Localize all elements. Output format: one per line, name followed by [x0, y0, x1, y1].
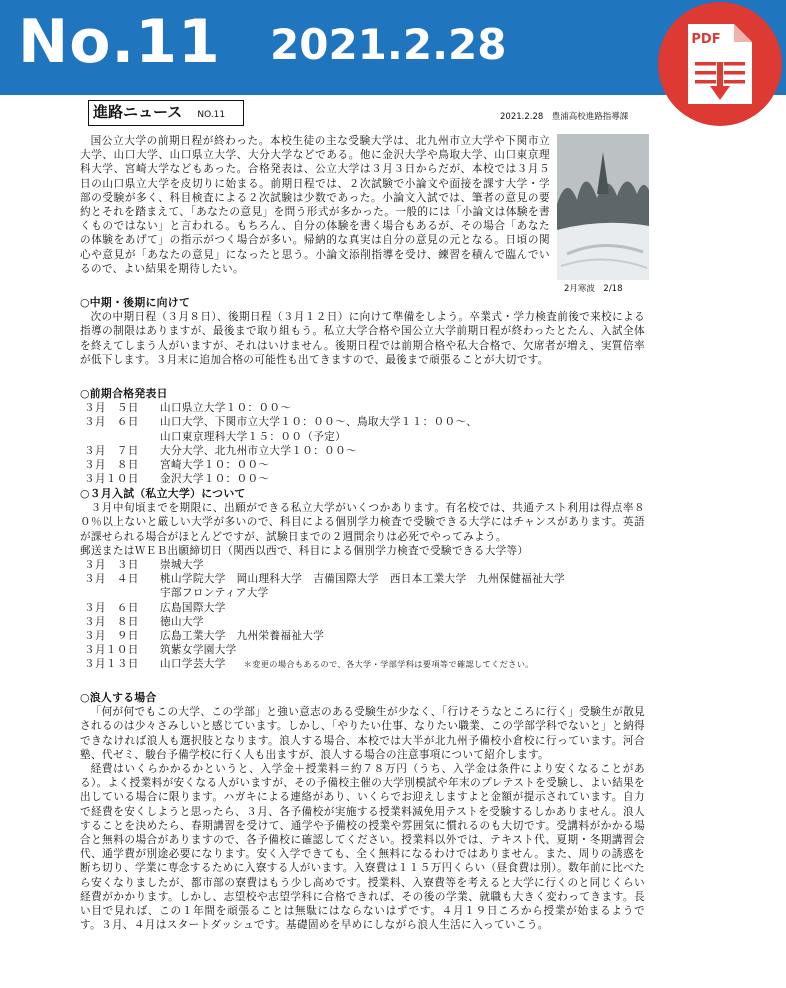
schedule-row: 山口東京理科大学１５：００（予定）	[160, 430, 347, 443]
issue-number: No.11	[18, 7, 221, 77]
section-body: 経費はいくらかかるかというと、入学金＋授業料＝約７８万円（うち、入学金は条件により安くなることがある）。よく授業料が安くなる人がいますが、その予備校主催の大学別模試や年末のプレテストを受験し、よい結果を出している場合に限ります。ハガキによる連絡があり、いくらでお迎えしますよと金額が提示されています。自力で経費を安くしようと思ったら、３月、各予備校が実施する授業料減免用テストを受験するしかありません。浪人することを決めたら、春期講習を受けて、通学や予備校の授業や雰囲気に慣れるのも大切です。受講料がかかる場合と無料の場合がありますので、各予備校に確認してください。授業料以外では、テキスト代、夏期・冬期講習会代、通学費が別途必要になります。安く入学できても、全く無料になるわけではありません。また、周りの誘惑を断ち切り、学業に専念するために入寮する人がいます。入寮費は１１５万円くらい（昼食費は別）。数年前に比べたら安くなりましたが、都市部の寮費はもう少し高めです。授業料、入寮費等を考えると大学に行くのと同じくらい経費がかかります。しかし、志望校や志望学科に合格できれば、その後の学業、就職も大きく変わってきます。長い目で見れば、この１年間を頑張ることは無駄にはならないはずです。４月１９日ころから授業が始まるようです。３月、４月はスタートダッシュです。基礎固めを早めにしながら浪人生活に入っていこう。	[80, 763, 645, 932]
schedule-row: ３月 ６日 広島国際大学	[84, 601, 226, 614]
schedule-row: ３月 ８日 徳山大学	[84, 615, 204, 628]
schedule-row: 宇部フロンティア大学	[160, 587, 269, 600]
section-body: ３月中旬頃までを期限に、出願ができる私立大学がいくつかあります。有名校では、共通テスト利用は得点率８０％以上ないと厳しい大学が多いので、科目による個別学力検査で受験できる大学にはチャンスがあります。英語が課せられる場合がほとんどですが、試験日までの２週間余りは必死でやってみよう。	[80, 502, 645, 543]
section-body: 「何が何でもこの大学、この学部」と強い意志のある受験生が少なく、「行けそうなところに行く」受験生が散見されるのは少々さみしいと感じています。しかし、「やりたい仕事、なりたい職業、この学部学科でないと」と納得できなければ浪人も選択肢となります。浪人する場合、本校では大半が北九州予備校小倉校に行っています。河合塾、代ゼミ、駿台予備学校に行く人も出ますが、浪人する場合の注意事項について紹介します。	[80, 706, 645, 761]
section-heading: ○前期合格発表日	[80, 387, 168, 400]
newsletter-title: 進路ニュース	[93, 103, 183, 121]
schedule-row: ３月 ４日 桃山学院大学 岡山理科大学 吉備国際大学 西日本工業大学 九州保健福祉大学	[84, 573, 565, 586]
schedule-row: ３月 ７日 大分大学、北九州市立大学１０：００～	[84, 444, 357, 457]
schedule-row: ３月 ８日 宮崎大学１０：００～	[84, 459, 270, 472]
schedule-row: ３月１０日 筑紫女学園大学	[84, 644, 237, 657]
issue-date: 2021.2.28	[270, 20, 507, 69]
snow-scene-image	[557, 134, 649, 280]
section-march-private	[80, 487, 645, 672]
section-heading: ○３月入試（私立大学）について	[80, 487, 246, 500]
section-body: 次の中期日程（３月８日）、後期日程（３月１２日）に向けて準備をしよう。卒業式・学力検査前後で来校による指導の制限はありますが、最後まで取り組もう。私立大学合格や国公立大学前期日程が終わったとたん、入試全体を終えてしまう人がいますが、それはいけません。後期日程では前期合格や私大合格で、欠席者が増え、実質倍率が低下します。３月末に追加合格の可能性も出てきますので、最後まで頑張ることが大切です。	[80, 311, 645, 366]
section-results	[80, 387, 645, 486]
schedule-row: ３月 ６日 山口大学、下関市立大学１０：００～、鳥取大学１１：００～、	[84, 416, 478, 429]
pdf-label: PDF	[691, 32, 721, 47]
section-heading: ○中期・後期に向けて	[80, 296, 191, 309]
deadline-label: 郵送またはＷＥＢ出願締切日（関西以西で、科目による個別学力検査で受験できる大学等）	[80, 544, 529, 557]
schedule-row: ３月 ９日 広島工業大学 九州栄養福祉大学	[84, 630, 325, 643]
publish-meta: 2021.2.28 豊浦高校進路指導課	[500, 112, 629, 122]
photo-caption: 2月寒波 2/18	[564, 284, 623, 294]
newsletter-number: NO.11	[197, 110, 226, 120]
newsletter-title-box	[88, 100, 244, 126]
section-heading: ○浪人する場合	[80, 691, 157, 704]
schedule-row: ３月 ３日 崇城大学	[84, 559, 204, 572]
section-ronin	[80, 691, 645, 932]
pdf-file-icon	[658, 2, 782, 126]
schedule-row: ３月 ５日 山口県立大学１０：００～	[84, 402, 292, 415]
change-note: ＊変更の場合もあるので、各大学・学部学科は要項等で確認してください。	[243, 659, 534, 670]
section-mid-late	[80, 296, 645, 367]
schedule-row: ３月１３日 山口学芸大学 ＊変更の場合もあるので、各大学・学部学科は要項等で確認してください。	[84, 658, 534, 671]
snow-photo	[557, 134, 649, 280]
schedule-row: ３月１０日 金沢大学１０：００～	[84, 473, 270, 486]
intro-paragraph: 国公立大学の前期日程が終わった。本校生徒の主な受験大学は、北九州市立大学や下関市立大学、山口大学、山口県立大学、大分大学などである。他に金沢大学や鳥取大学、山口東京理科大学、宮崎大学などもあった。合格発表は、公立大学は３月３日からだが、本校では３月５日の山口県立大学を皮切りに始まる。前期日程では、２次試験で小論文や面接を課す大学・学部の受験が多く、科目検査による２次試験は少数であった。小論文入試では、筆者の意見の要約とそれを踏まえて、「あなたの意見」を問う形式が多かった。一般的には「小論文は体験を書くものではない」と言われる。もちろん、自分の体験を書く場合もあるが、その場合「あなたの体験をあげて」の指示がつく場合が多い。帰納的な真実は自分の意見の元となる。日頃の関心や意見が「あなたの意見」になったと思う。小論文添削指導を受け、練習を積んで臨んでいるので、よい結果を期待したい。	[80, 135, 550, 275]
pdf-download-button[interactable]	[658, 2, 782, 126]
